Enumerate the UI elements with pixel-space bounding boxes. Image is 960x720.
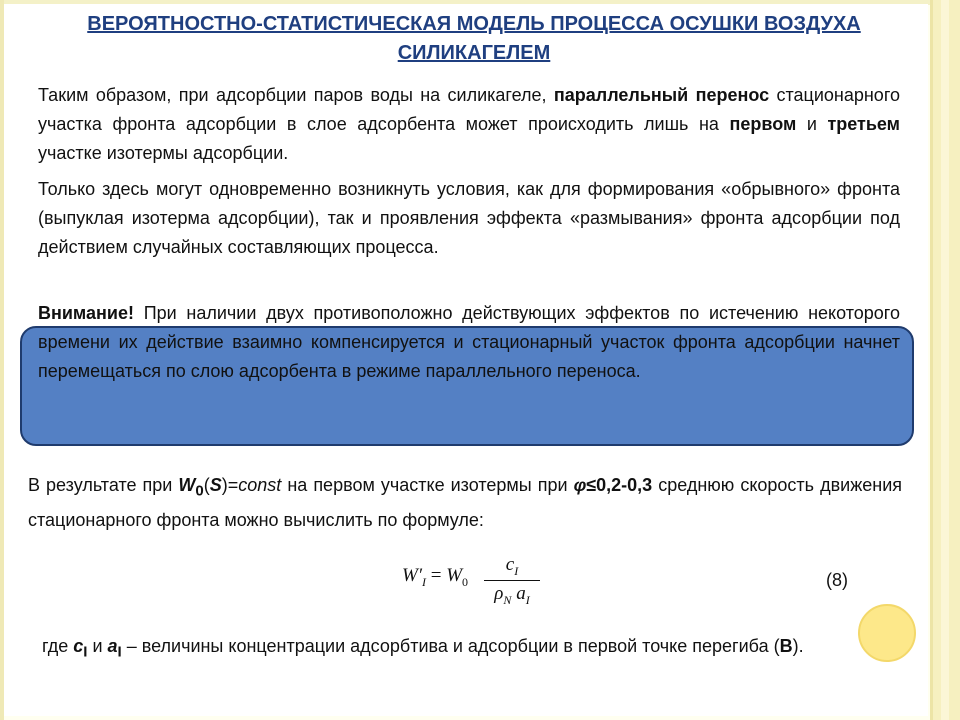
p5-point-b: В: [779, 636, 793, 656]
formula-w0: W: [446, 565, 463, 586]
formula-fraction: [484, 552, 540, 607]
attention-text: При наличии двух противоположно действующих эффектов по истечению некоторого времени их действие взаимно компенсируется и стационарный участок фронта адсорбции начнет перемещаться по слою адсорбента в режиме параллельного переноса.: [38, 303, 900, 381]
p4-phi-symbol: φ: [573, 475, 587, 495]
paragraph-1: [38, 81, 900, 168]
paragraph-2: Только здесь могут одновременно возникнуть условия, как для формирования «обрывного» фронта (выпуклая изотерма адсорбции), так и проявления эффекта «размывания» фронта адсорбции под действием случайных составляющих процесса.: [38, 179, 900, 257]
formula-8: [402, 552, 562, 616]
p4-text-a: В результате при: [28, 475, 179, 495]
title-line-1: ВЕРОЯТНОСТНО-СТАТИСТИЧЕСКАЯ МОДЕЛЬ ПРОЦЕССА ОСУШКИ ВОЗДУХА: [87, 13, 861, 35]
formula-lhs: [402, 565, 468, 590]
formula-lhs-sub: I: [421, 574, 426, 589]
formula-a: a: [511, 583, 526, 604]
p1-bold-first: первом: [729, 114, 797, 134]
p1-bold-parallel: параллельный перенос: [553, 85, 770, 105]
formula-equals: =: [425, 565, 447, 586]
formula-denominator: [484, 581, 540, 607]
p1-bold-third: третьем: [827, 114, 900, 134]
p4-w-symbol: W: [178, 475, 196, 495]
p1-text-g: участке изотермы адсорбции.: [38, 143, 289, 163]
p5-end: ).: [792, 636, 804, 656]
formula-rho-sub: N: [503, 592, 512, 607]
formula-w0-sub: 0: [462, 574, 469, 589]
p5-text-a: где: [42, 636, 74, 656]
attention-label: Внимание!: [38, 303, 134, 323]
p4-text-b: на первом участке изотермы при: [281, 475, 574, 495]
equation-number: (8): [826, 570, 848, 590]
formula-c: c: [505, 554, 515, 575]
formula-a-sub: I: [525, 592, 530, 607]
formula-w-prime: W: [402, 565, 418, 586]
p4-paren-open: (: [203, 475, 210, 495]
formula-numerator: [484, 552, 540, 578]
formula-c-sub: I: [514, 563, 519, 578]
paragraph-result: [28, 471, 902, 535]
p4-w-sub: 0: [195, 482, 204, 500]
formula-prime: ′: [417, 565, 422, 586]
paragraph-where: [42, 632, 902, 667]
formula-rho: ρ: [494, 583, 504, 604]
p5-c-sub: I: [83, 643, 88, 661]
p1-text-e: и: [796, 114, 828, 134]
p5-a-symbol: a: [107, 636, 118, 656]
p4-text-c: среднюю скорость движения стационарного фронта можно вычислить по формуле:: [28, 475, 902, 530]
p4-equals: =: [227, 475, 239, 495]
frame-right: [930, 0, 960, 720]
title-line-2: СИЛИКАГЕЛЕМ: [397, 42, 551, 64]
p5-c-symbol: c: [73, 636, 84, 656]
p4-paren-close: ): [221, 475, 228, 495]
p4-const: const: [238, 475, 282, 495]
slide-title: [64, 10, 884, 68]
paragraph-attention: [38, 299, 900, 386]
p5-text-b: – величины концентрации адсорбтива и адсорбции в первой точке перегиба (: [121, 636, 780, 656]
p1-text-c: стационарного участка фронта адсорбции в слое адсорбента может происходить лишь на: [38, 85, 900, 134]
p5-a-sub: I: [117, 643, 122, 661]
p5-and: и: [87, 636, 108, 656]
p4-s-symbol: S: [209, 475, 222, 495]
slide: [4, 4, 928, 716]
p4-condition: ≤0,2-0,3: [586, 475, 653, 495]
p1-text-a: Таким образом, при адсорбции паров воды на силикагеле,: [38, 85, 554, 105]
